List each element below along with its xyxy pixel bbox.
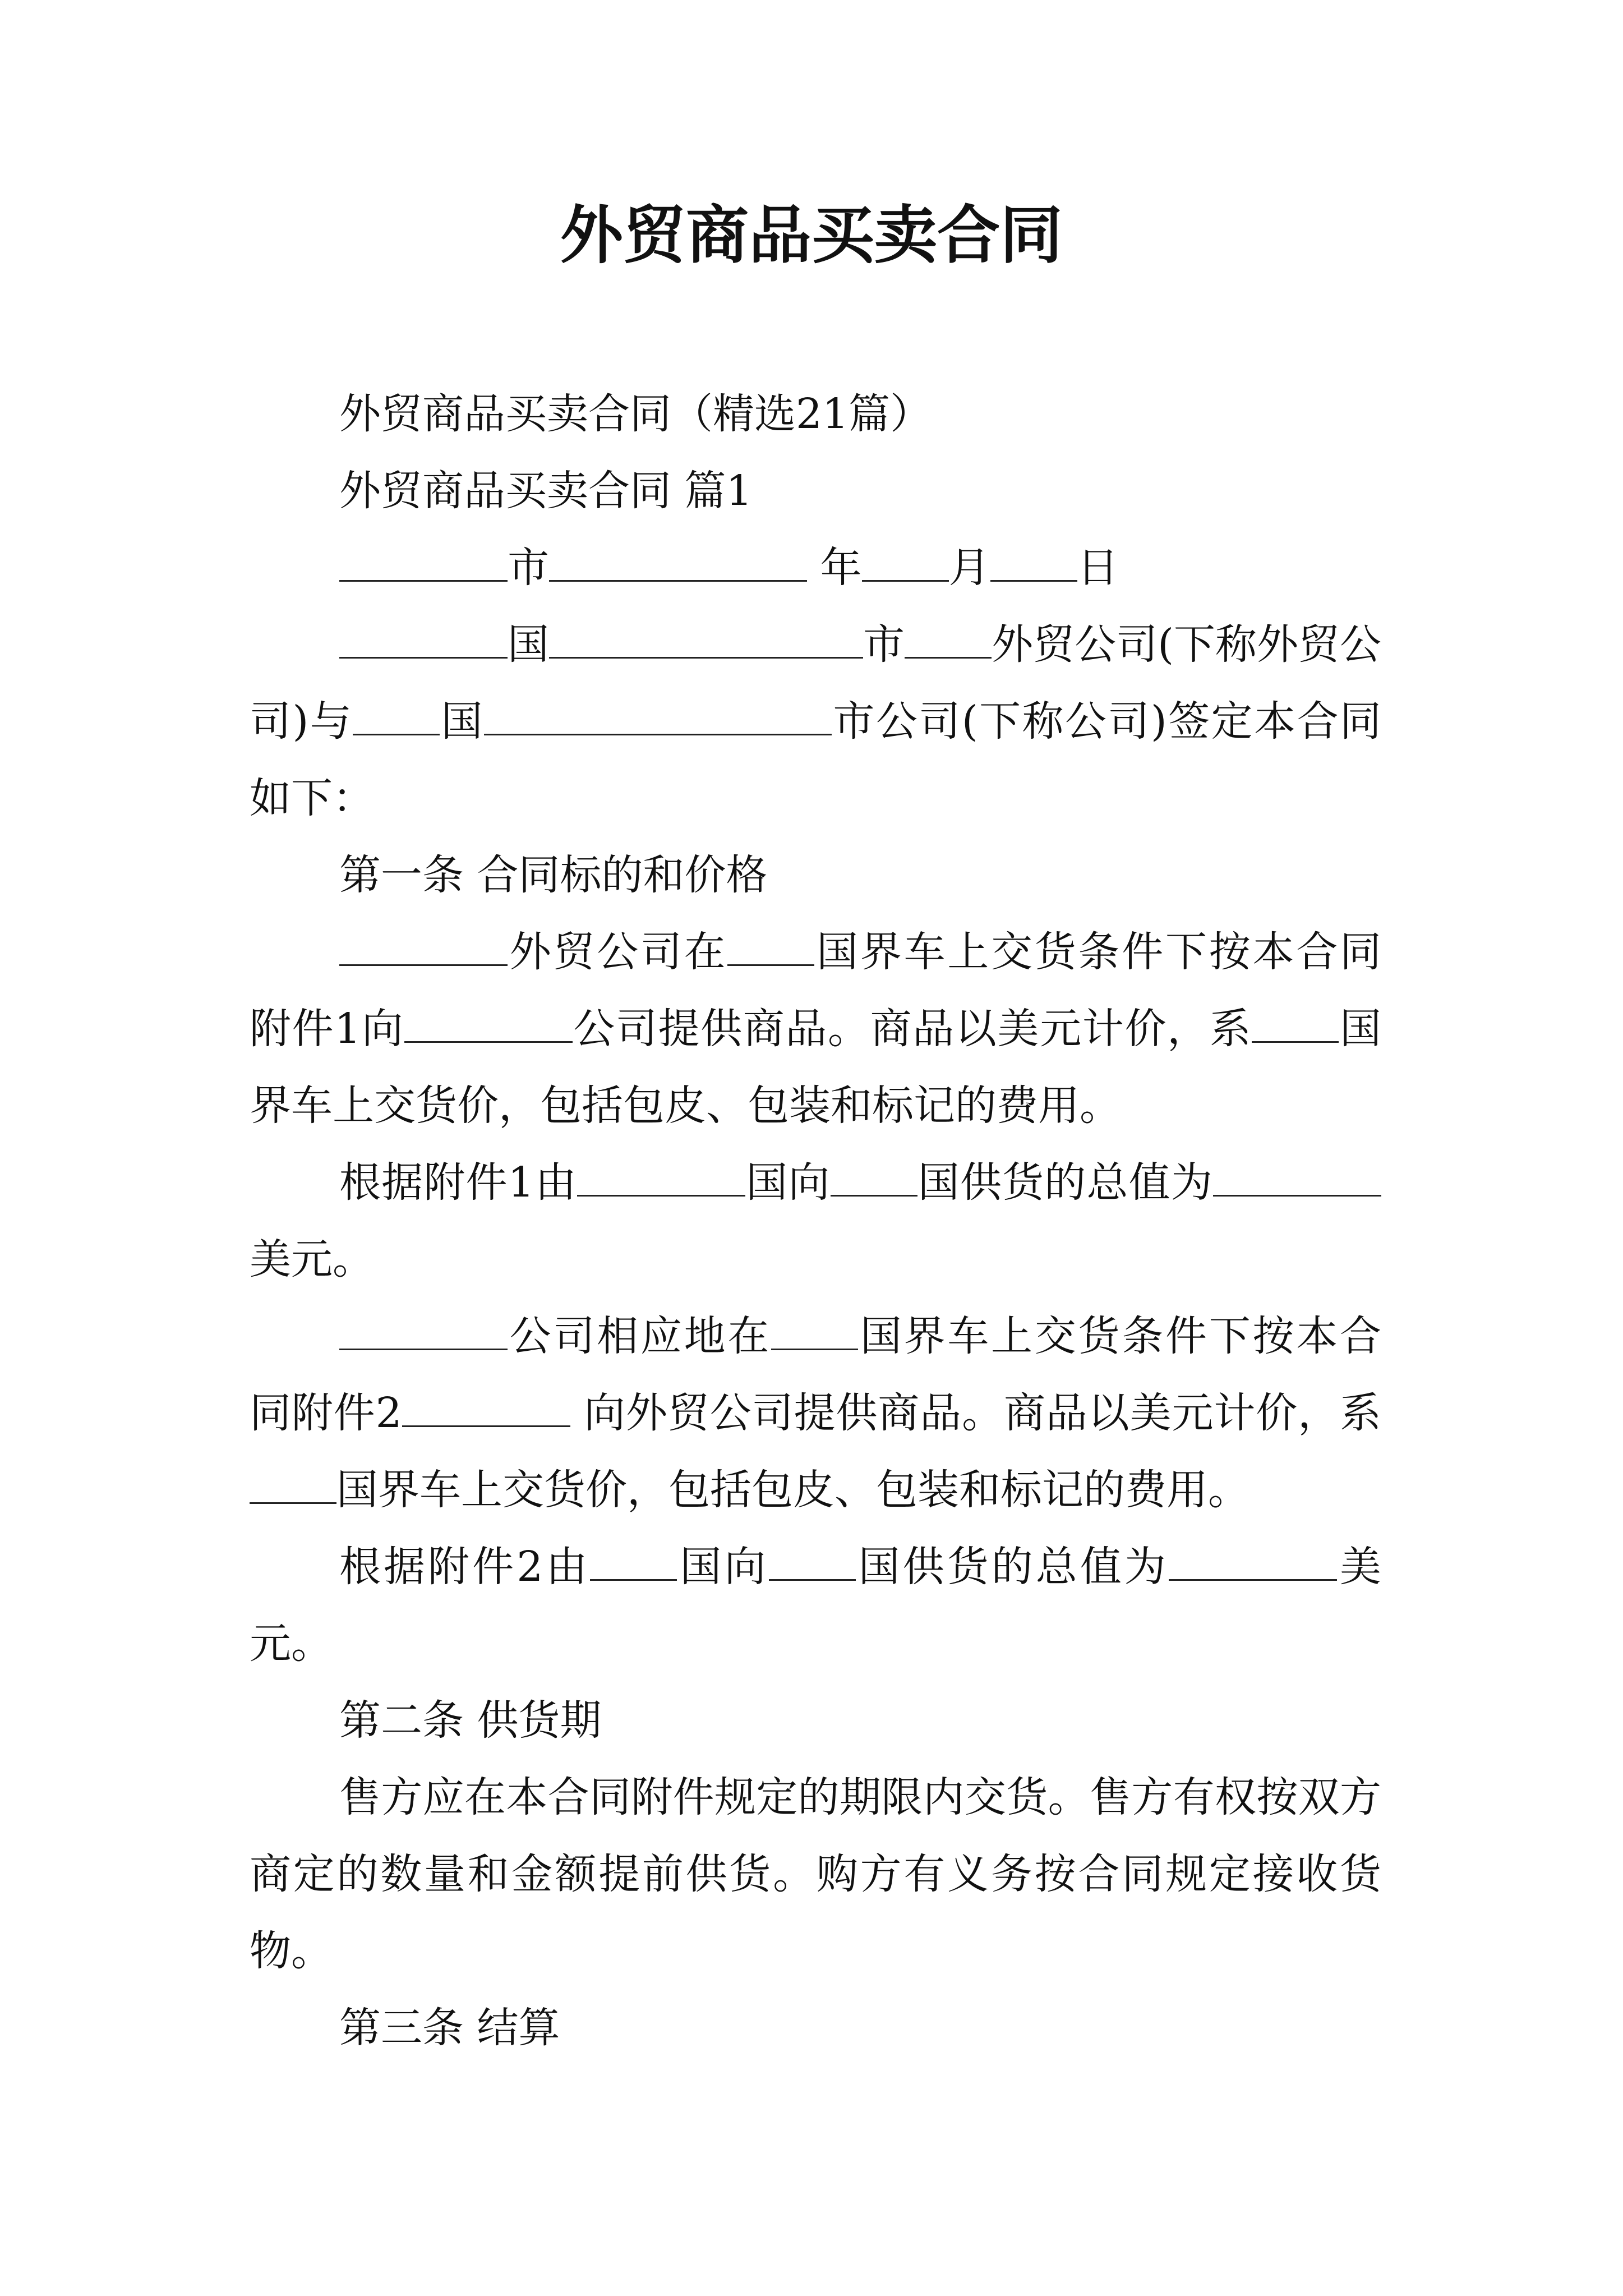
city-label: 市 bbox=[508, 544, 549, 592]
article-1-heading: 第一条 合同标的和价格 bbox=[339, 851, 768, 899]
date-line bbox=[250, 530, 1381, 606]
country-label: 国 bbox=[440, 697, 485, 746]
paragraph-text: 公司提供商品。商品以美元计价，系 bbox=[572, 1005, 1252, 1053]
paragraph-text: 美元。 bbox=[250, 1543, 1382, 1668]
day-label: 日 bbox=[1077, 544, 1119, 592]
paragraph-text: 国向 bbox=[677, 1543, 769, 1591]
blank-field bbox=[590, 1540, 677, 1581]
blank-field bbox=[577, 1156, 745, 1197]
month-label: 月 bbox=[948, 544, 990, 592]
blank-field bbox=[831, 1156, 917, 1197]
blank-field bbox=[250, 1463, 336, 1504]
blank-field bbox=[353, 694, 440, 735]
paragraph-text: 国供货的总值为 bbox=[855, 1543, 1169, 1591]
section-heading: 外贸商品买卖合同 篇1 bbox=[339, 467, 753, 515]
blank-field bbox=[549, 541, 807, 582]
blank-field bbox=[1252, 1002, 1339, 1043]
article-1-paragraph-3 bbox=[250, 1298, 1381, 1529]
paragraph-text: 向外贸公司提供商品。商品以美元计价，系 bbox=[584, 1389, 1381, 1437]
blank-field bbox=[905, 618, 992, 659]
paragraph-text: 根据附件1由 bbox=[339, 1158, 578, 1207]
blank-field bbox=[771, 1309, 858, 1350]
paragraph-text: 国界车上交货价，包括包皮、包装和标记的费用。 bbox=[250, 1005, 1381, 1130]
article-1-paragraph-4 bbox=[250, 1529, 1381, 1682]
blank-field bbox=[727, 925, 814, 966]
blank-field bbox=[339, 1309, 508, 1350]
article-2-heading: 第二条 供货期 bbox=[339, 1696, 602, 1745]
paragraph-text: 根据附件2由 bbox=[339, 1543, 591, 1591]
blank-field bbox=[339, 541, 508, 582]
article-1-paragraph-1 bbox=[250, 914, 1381, 1144]
blank-field bbox=[990, 541, 1077, 582]
blank-field bbox=[402, 1386, 570, 1427]
blank-field bbox=[339, 925, 508, 966]
parties-paragraph bbox=[250, 606, 1381, 837]
subtitle: 外贸商品买卖合同（精选21篇） bbox=[339, 390, 932, 438]
paragraph-text: 国界车上交货条件下按本合同附件2 bbox=[250, 1312, 1382, 1437]
article-2-text: 售方应在本合同附件规定的期限内交货。售方有权按双方商定的数量和金额提前供货。购方有义务按合同规定接收货物。 bbox=[250, 1773, 1381, 1975]
city-label: 市 bbox=[863, 620, 905, 669]
country-label: 国 bbox=[508, 620, 550, 669]
article-3-heading: 第三条 结算 bbox=[339, 2004, 560, 2052]
paragraph-text: 公司相应地在 bbox=[508, 1312, 772, 1360]
document-body bbox=[250, 376, 1381, 2067]
blank-field bbox=[549, 618, 863, 659]
paragraph-text: 美元。 bbox=[250, 1235, 374, 1283]
year-label: 年 bbox=[820, 544, 862, 592]
article-1-paragraph-2 bbox=[250, 1144, 1381, 1298]
paragraph-text: 国界车上交货价，包括包皮、包装和标记的费用。 bbox=[336, 1466, 1249, 1514]
blank-field bbox=[862, 541, 949, 582]
blank-field bbox=[1169, 1540, 1337, 1581]
blank-field bbox=[769, 1540, 856, 1581]
document-title: 外贸商品买卖合同 bbox=[560, 199, 1063, 272]
paragraph-text: 国供货的总值为 bbox=[917, 1158, 1213, 1207]
paragraph-text: 国向 bbox=[745, 1158, 831, 1207]
paragraph-text: 国界车上交货条件下按本合同附件1向 bbox=[250, 928, 1381, 1053]
parties-text: 市公司(下称公司)签定本合同如下： bbox=[250, 697, 1382, 822]
parties-text: 外贸公司(下称外贸公司)与 bbox=[250, 620, 1382, 746]
blank-field bbox=[1213, 1156, 1381, 1197]
blank-field bbox=[339, 618, 508, 659]
paragraph-text: 外贸公司在 bbox=[508, 928, 728, 976]
blank-field bbox=[484, 694, 832, 735]
blank-field bbox=[404, 1002, 573, 1043]
